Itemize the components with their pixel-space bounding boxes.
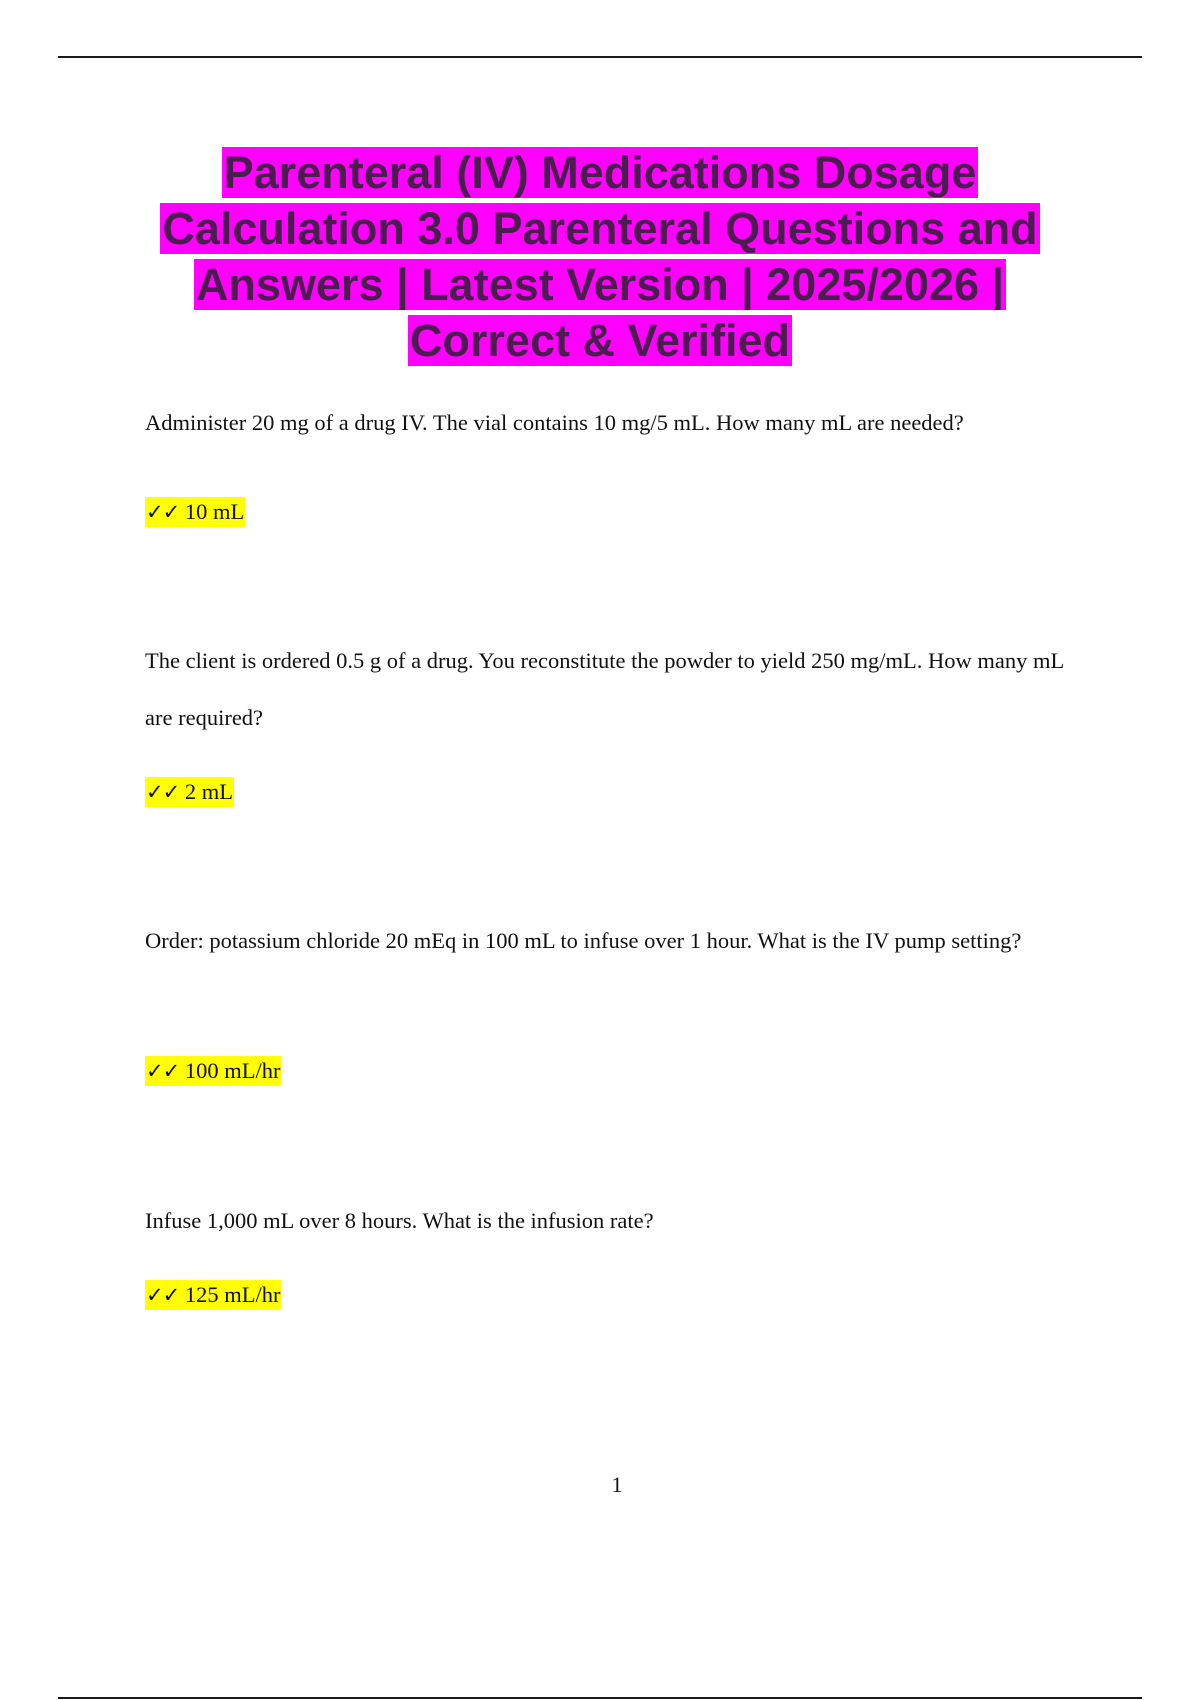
answer-1 bbox=[145, 497, 245, 527]
question-3 bbox=[145, 912, 1065, 969]
answer-3 bbox=[145, 1056, 281, 1086]
answer-4 bbox=[145, 1280, 281, 1310]
question-4 bbox=[145, 1206, 1065, 1236]
answer-4-text: 125 mL/hr bbox=[184, 1282, 281, 1307]
answer-3-text: 100 mL/hr bbox=[184, 1058, 281, 1083]
answer-2 bbox=[145, 777, 234, 807]
question-2-text: The client is ordered 0.5 g of a drug. You reconstitute the powder to yield 250 mg/mL. How many mL are required? bbox=[145, 648, 1064, 730]
title-line-2: Calculation 3.0 Parenteral Questions and bbox=[162, 203, 1038, 254]
page-number: 1 bbox=[611, 1472, 623, 1497]
question-1-text: Administer 20 mg of a drug IV. The vial contains 10 mg/5 mL. How many mL are needed? bbox=[145, 410, 964, 435]
double-check-icon: ✓✓ bbox=[146, 500, 180, 524]
question-2 bbox=[145, 632, 1065, 746]
document-title bbox=[60, 145, 1140, 369]
title-line-1: Parenteral (IV) Medications Dosage bbox=[223, 147, 977, 198]
question-3-text: Order: potassium chloride 20 mEq in 100 mL to infuse over 1 hour. What is the IV pump setting? bbox=[145, 928, 1022, 953]
top-rule bbox=[58, 56, 1142, 58]
title-line-3: Answers | Latest Version | 2025/2026 | bbox=[195, 259, 1005, 310]
double-check-icon: ✓✓ bbox=[146, 1059, 180, 1083]
title-line-4: Correct & Verified bbox=[409, 315, 791, 366]
double-check-icon: ✓✓ bbox=[146, 1283, 180, 1307]
question-4-text: Infuse 1,000 mL over 8 hours. What is the infusion rate? bbox=[145, 1208, 654, 1233]
answer-2-text: 2 mL bbox=[184, 779, 233, 804]
bottom-rule bbox=[58, 1697, 1142, 1699]
answer-1-text: 10 mL bbox=[184, 499, 245, 524]
double-check-icon: ✓✓ bbox=[146, 780, 180, 804]
question-1 bbox=[145, 408, 1065, 438]
